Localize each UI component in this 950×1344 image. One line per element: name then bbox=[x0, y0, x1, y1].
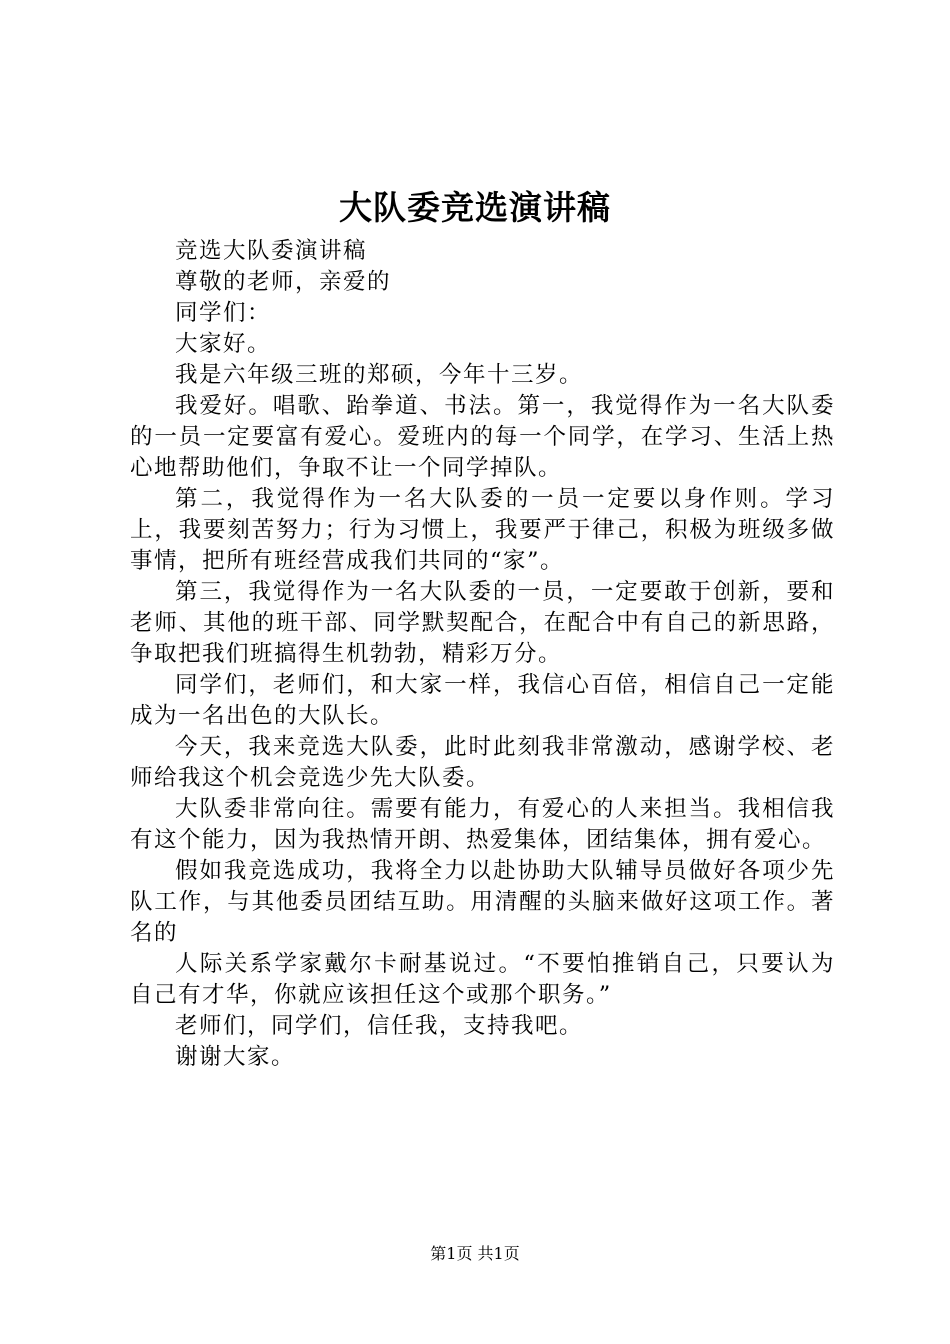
paragraph: 尊敬的老师，亲爱的 bbox=[175, 269, 392, 295]
paragraph: 谢谢大家。 bbox=[175, 1044, 296, 1070]
paragraph: 同学们： bbox=[175, 300, 272, 326]
paragraph: 假如我竞选成功，我将全力以赴协助大队辅导员做好各项少先队工作，与其他委员团结互助。用清醒的头脑来做好这项工作。著名的 bbox=[130, 858, 835, 946]
paragraph: 我是六年级三班的郑硕，今年十三岁。 bbox=[175, 362, 584, 388]
paragraph: 人际关系学家戴尔卡耐基说过。“不要怕推销自己，只要认为自己有才华，你就应该担任这个或那个职务。” bbox=[130, 951, 835, 1008]
paragraph: 第三，我觉得作为一名大队委的一员，一定要敢于创新，要和老师、其他的班干部、同学默契配合，在配合中有自己的新思路，争取把我们班搞得生机勃勃，精彩万分。 bbox=[130, 579, 835, 667]
document-body bbox=[130, 236, 835, 1073]
paragraph: 第二，我觉得作为一名大队委的一员一定要以身作则。学习上，我要刻苦努力；行为习惯上，我要严于律己，积极为班级多做事情，把所有班经营成我们共同的“家”。 bbox=[130, 486, 835, 574]
paragraph: 大队委非常向往。需要有能力，有爱心的人来担当。我相信我有这个能力，因为我热情开朗、热爱集体，团结集体，拥有爱心。 bbox=[130, 796, 835, 853]
paragraph: 我爱好。唱歌、跆拳道、书法。第一，我觉得作为一名大队委的一员一定要富有爱心。爱班内的每一个同学，在学习、生活上热心地帮助他们，争取不让一个同学掉队。 bbox=[130, 393, 835, 481]
page-number-footer: 第1页 共1页 bbox=[430, 1244, 520, 1263]
paragraph: 同学们，老师们，和大家一样，我信心百倍，相信自己一定能成为一名出色的大队长。 bbox=[130, 672, 835, 729]
paragraph: 竞选大队委演讲稿 bbox=[175, 238, 368, 264]
paragraph: 老师们，同学们，信任我，支持我吧。 bbox=[175, 1013, 584, 1039]
document-title: 大队委竞选演讲稿 bbox=[339, 188, 611, 227]
paragraph: 大家好。 bbox=[175, 331, 272, 357]
paragraph: 今天，我来竞选大队委，此时此刻我非常激动，感谢学校、老师给我这个机会竞选少先大队委。 bbox=[130, 734, 835, 791]
